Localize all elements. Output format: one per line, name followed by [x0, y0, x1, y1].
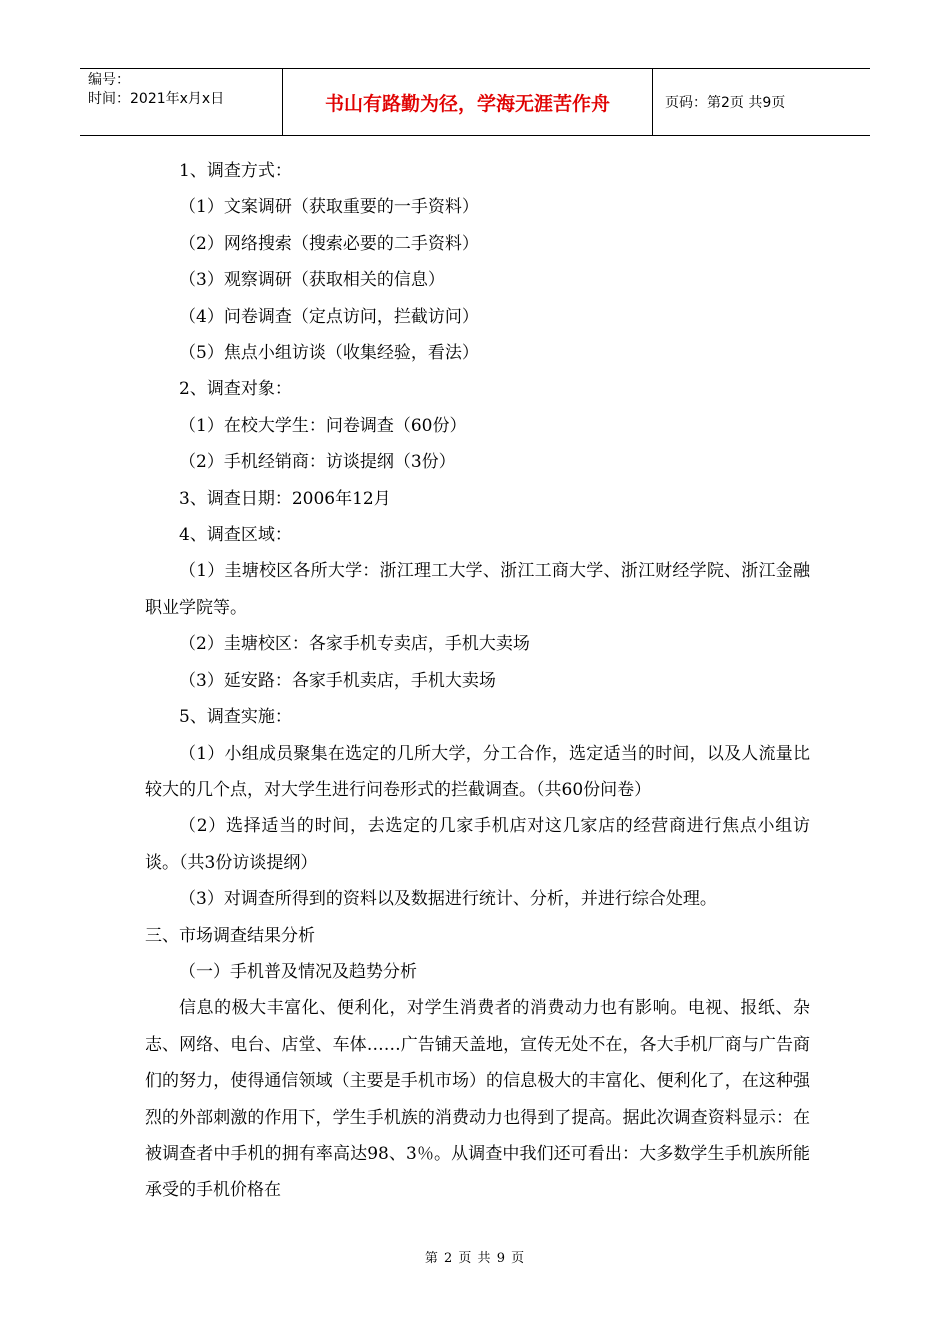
paragraph: 3、调查日期：2006年12月: [179, 488, 391, 509]
page-header: [80, 68, 870, 136]
paragraph: 4、调查区域：: [179, 525, 292, 546]
header-meta: [80, 69, 283, 135]
paragraph: 5、调查实施：: [179, 707, 292, 728]
paragraph: （3）延安路：各家手机卖店，手机大卖场: [179, 670, 496, 691]
paragraph: 1、调查方式：: [179, 161, 292, 181]
paragraph: （3）对调查所得到的资料以及数据进行统计、分析，并进行综合处理。: [179, 889, 717, 910]
header-motto: 书山有路勤为径，学海无涯苦作舟: [283, 69, 653, 135]
paragraph: （2）选择适当的时间，去选定的几家手机店对这几家店的经营商进行焦点小组访谈。（共3份访谈提纲）: [145, 816, 810, 873]
paragraph: （2）圭塘校区：各家手机专卖店，手机大卖场: [179, 634, 530, 655]
paragraph: （5）焦点小组访谈（收集经验，看法）: [179, 343, 479, 364]
paragraph: （一）手机普及情况及趋势分析: [179, 961, 417, 982]
paragraph: （1）在校大学生：问卷调查（60份）: [179, 415, 467, 436]
header-page-number: 页码：第2页 共9页: [665, 95, 786, 111]
document-time: 时间：2021年x月x日: [88, 91, 225, 107]
paragraph: （1）文案调研（获取重要的一手资料）: [179, 197, 479, 218]
paragraph: 信息的极大丰富化、便利化，对学生消费者的消费动力也有影响。电视、报纸、杂志、网络、电台、店堂、车体……广告铺天盖地，宣传无处不在，各大手机厂商与广告商们的努力，使得通信领域（主要是手机市场）的信息极大的丰富化、便利化了，在这种强烈的外部刺激的作用下，学生手机族的消费动力也得到了提高。据此次调查资料显示：在被调查者中手机的拥有率高达98、3％。从调查中我们还可看出：大多数学生手机族所能承受的手机价格在: [145, 998, 810, 1201]
paragraph: 2、调查对象：: [179, 379, 292, 400]
paragraph: 三、市场调查结果分析: [145, 925, 315, 946]
paragraph: （2）手机经销商：访谈提纲（3份）: [179, 452, 456, 473]
page-footer: 第 2 页 共 9 页: [424, 1251, 526, 1266]
paragraph: （4）问卷调查（定点访问，拦截访问）: [179, 306, 479, 327]
paragraph: （3）观察调研（获取相关的信息）: [179, 270, 445, 291]
document-number: 编号：: [88, 72, 130, 88]
paragraph: （2）网络搜索（搜索必要的二手资料）: [179, 233, 479, 254]
document-body: [145, 153, 810, 1209]
paragraph: （1）圭塘校区各所大学：浙江理工大学、浙江工商大学、浙江财经学院、浙江金融职业学院等。: [145, 561, 810, 618]
paragraph: （1）小组成员聚集在选定的几所大学，分工合作，选定适当的时间，以及人流量比较大的几个点，对大学生进行问卷形式的拦截调查。（共60份问卷）: [145, 743, 810, 800]
